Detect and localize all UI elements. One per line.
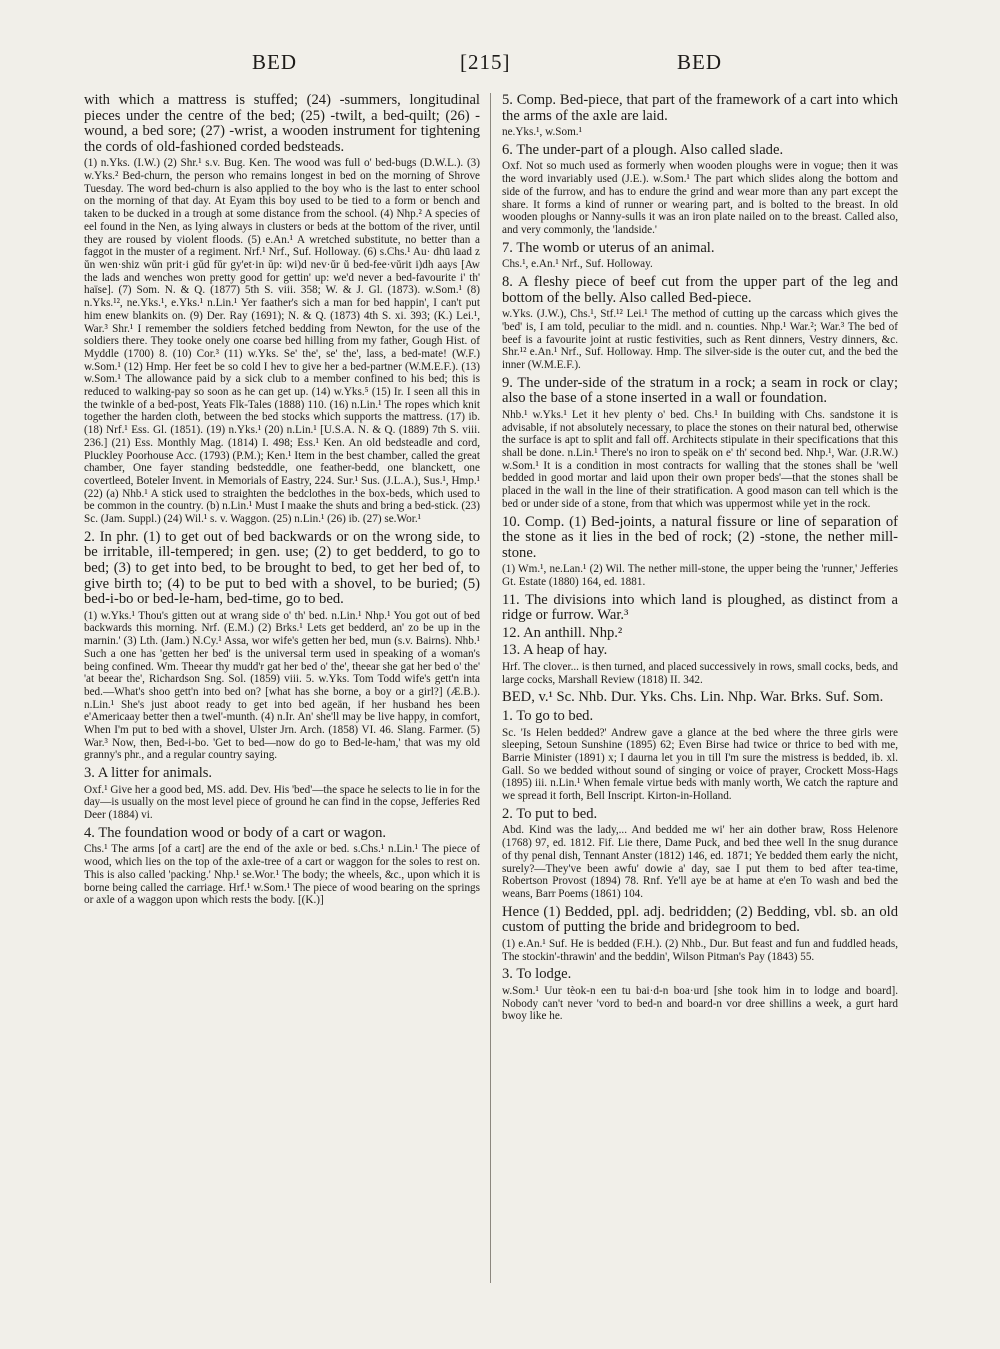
sense-definition: 4. The foundation wood or body of a cart or wagon.: [84, 824, 387, 841]
citation-paragraph: (1) w.Yks.¹ Thou's gitten out at wrang side o' th' bed. n.Lin.¹ Nhp.¹ You got out of bed backwards this morning. Nrf. (E.M.) (2) Brks.¹ Lets get bedderd, an' zo be up in the marnin.' (3) Lth. (Jam.) N.Cy.¹ Assa, wor wife's getten her bed, mun (s.v. Bairns). Nhb.¹ Such a one has 'getten her bed' is the universal term used in speaking of a woman's being confined. Wm. Theear thy mudd'r gat her bed o' the', theear she gat her bed o' the' 'at beear the', Richardson Sng. Sol. (1859) viii. 5. w.Yks. Tom Todd wife's gett'n inta bed.—What's shoo gett'n into bed on? [what has she borne, a boy or a girl?] (Æ.B.). n.Lin.¹ She's just aboot ready to get into bed ageän, if her husband hes been e'Americaay better then a twel'-munth. (4) n.Ir. An' she'll may be live happy, in comfort, When I'm put to bed with a shovel, Ulster Jrn. Arch. (1858) VI. 46. Slang. Farmer. (5) War.³ Now, then, Bed-i-bo. 'Get to bed—now do go to Bed-le-ham,' that was my old granny's phr., and a regular country saying.: [84, 609, 480, 762]
sense-definition: with which a mattress is stuffed; (24) -summers, longitudinal pieces under the centre of the bed; (25) -twilt, a bed-quilt; (26) -wound, a bed sore; (27) -wrist, a wooden instrument for tightening the cords of old-fashioned corded bedsteads.: [84, 92, 480, 155]
citation-paragraph: Oxf.¹ Give her a good bed, MS. add. Dev. His 'bed'—the space he selects to lie in for the day—is usually on the most level piece of ground he can find in the copse, Jefferies Red Deer (1884) vi.: [84, 783, 480, 822]
sense-definition: 2. In phr. (1) to get out of bed backwards or on the wrong side, to be irritable, ill-tempered; in gen. use; (2) to get bedderd, to go to bed; (3) to get into bed, to be brought to bed, to get her bed of, to give birth to; (4) to be put to bed with a shovel, to be buried; (5) bed-i-bo or bed-le-ham, bed-time, go to bed.: [84, 528, 480, 608]
sense-definition: 9. The under-side of the stratum in a rock; a seam in rock or clay; also the base of a stone inserted in a wall or foundation.: [502, 374, 898, 407]
sense-definition: 8. A fleshy piece of beef cut from the upper part of the leg and bottom of the belly. Also called Bed-piece.: [502, 274, 898, 306]
sense-definition: Hence (1) Bedded, ppl. adj. bedridden; (2) Bedding, vbl. sb. an old custom of putting the bride and bridegroom to bed.: [502, 903, 898, 936]
citation-paragraph: Chs.¹ The arms [of a cart] are the end of the axle or bed. s.Chs.¹ n.Lin.¹ The piece of wood, which lies on the top of the axle-tree of a cart or waggon for the soles to rest on. This is also called 'packing.' Nhp.¹ se.Wor.¹ The body; the wheels, &c., upon which it is borne being called the carriage. Hrf.¹ w.Som.¹ The piece of wood bearing on the springs or axle of a waggon upon which rests the body. [(K.)]: [84, 843, 480, 907]
running-header: [0, 50, 1000, 82]
citation-paragraph: (1) n.Yks. (I.W.) (2) Shr.¹ s.v. Bug. Ken. The wood was full o' bed-bugs (D.W.L.). (3) w.Yks.² Bed-churn, the person who remains longest in bed on the morning of Shrove Tuesday. The word bed-churn is also applied to the boy who is the last to enter school on the morning of that day. At Eyam this boy used to be tied to a form or bench and taken to be ducked in a trough at some distance from the school. (4) Nhp.² A species of eel found in the Nen, as lying always in clusters or beds at the bottom of the river, until they are roused by violent floods. (5) e.An.¹ A wretched substitute, no better than a faggot in the muster of a regiment. Nrf.¹ Nrf., Suf. Holloway. (6) s.Chs.¹ Au· dhū laad z ŭn wen·shiz wŭn prit·i gŭd fŭr gy'et·in ŭp: wi)d nev·ŭr ŭ bed-fee·vŭrit i)dh aays [Aw the lads and wenches won pretty good for gettin' up: we'd never a bed-favourite i' th' haïse]. (7) Som. N. & Q. (1877) 5th S. viii. 358; W. & J. Gl. (1873). w.Som.¹ (8) n.Yks.¹², ne.Yks.¹, e.Yks.¹ n.Lin.¹ Yer faather's sich a man for bed happin', I can't put him enew blankits on. (9) Der. Ray (1691); N. & Q. (1873) 4th S. xi. 393; (K.) Lei.¹, War.³ Shr.¹ I remember the soldiers fetched bedding from Newton, for the use of the soldiers there. They tooke onely one coarse bed hilling from my father, Gough Hist. of Myddle (1700) 8. (10) Cor.³ (11) w.Yks. Se' the', se' the', lass, a bed-mate! (W.F.) w.Som.¹ (12) Hmp. Her feet be so cold I hev to give her a bed-partner (W.M.E.F.). (13) w.Som.¹ The allowance paid by a sick club to a member confined to his bed; this is reduced to walking-pay so soon as he can get up. (14) w.Yks.⁵ (15) Ir. I seen all this in the twinkle of a bed-post, Yeats Flk-Tales (1888) 110. (16) n.Lin.¹ The ropes which knit together the harden cloth, between the bed stocks which supports the mattress. (17) ib. (18) Nrf.¹ Ess. Gl. (1851). (19) n.Yks.¹ (20) n.Lin.¹ [U.S.A. N. & Q. (1889) 7th S. viii. 236.] (21) Ess. Monthly Mag. (1814) I. 498; Ess.¹ Ken. An old bedsteadle and cord, Pluckley Poorhouse Acc. (1793) (P.M.); Ken.¹ Item in the best chamber, called the great chamber, One fayer standing bedsteddle, one feather-bedd, one blanckett, one covertleed, Boteler Invent. in Memorials of Eastry, 224. Sur.¹ Sus. (J.L.A.), Sus.¹, Hmp.¹ (22) (a) Nhb.¹ A stick used to straighten the bedclothes in the box-beds, which used to be common in the country. (b) n.Lin.¹ Must I maake the shuts and bring a bed-stick. (23) Sc. (Jam. Suppl.) (24) Wil.¹ s. v. Waggon. (25) n.Lin.¹ (26) ib. (27) se.Wor.¹: [84, 157, 480, 526]
sense-definition: 1. To go to bed.: [502, 708, 594, 725]
entry-headword: BED, v.¹ Sc. Nhb. Dur. Yks. Chs. Lin. Nhp. War. Brks. Suf. Som.: [502, 689, 884, 706]
page-number: [215]: [460, 50, 511, 74]
citation-paragraph: Hrf. The clover... is then turned, and placed successively in rows, small cocks, beds, and large cocks, Marshall Review (1818) II. 342.: [502, 661, 898, 686]
sense-definition: 12. An anthill. Nhp.²: [502, 624, 623, 641]
sense-definition: 3. A litter for animals.: [84, 765, 213, 782]
sense-definition: 10. Comp. (1) Bed-joints, a natural fissure or line of separation of the stone as it lies in the bed of rock; (2) -stone, the nether mill-stone.: [502, 513, 898, 561]
column-divider: [490, 93, 491, 1283]
citation-paragraph: Oxf. Not so much used as formerly when wooden ploughs were in vogue; then it was the word invariably used (J.E.). w.Som.¹ The part which slides along the bottom and side of the furrow, and has to endure the grind and wear more than any part except the share. It forms a kind of runner or wearing part, and is bolted to the breast. In old wooden ploughs or Nanny-sulls it was an iron plate nailed on to the breast. Called also, and very commonly, the 'landside.': [502, 160, 898, 236]
sense-definition: 7. The womb or uterus of an animal.: [502, 239, 715, 256]
sense-definition: 3. To lodge.: [502, 966, 572, 983]
header-left-headword: BED: [252, 50, 297, 74]
citation-paragraph: w.Yks. (J.W.), Chs.¹, Stf.¹² Lei.¹ The method of cutting up the carcass which gives the 'bed' is, I am told, peculiar to the midl. and n. counties. Nhp.¹ War.²; War.³ The bed of beef is a favourite joint at rustic festivities, such as Rent dinners, Vestry dinners, &c. Shr.¹² e.An.¹ Nrf., Suf. Holloway. Hmp. The silver-side is the outer cut, and the bed the inner (W.M.E.F.).: [502, 308, 898, 371]
sense-definition: 2. To put to bed.: [502, 805, 598, 822]
header-right-headword: BED: [677, 50, 722, 74]
citation-paragraph: (1) e.An.¹ Suf. He is bedded (F.H.). (2) Nhb., Dur. But feast and fun and fuddled heads, The stockin'-thrawin' and the beddin', Wilson Pitman's Pay (1843) 55.: [502, 937, 898, 963]
sense-definition: 5. Comp. Bed-piece, that part of the framework of a cart into which the arms of the axle are laid.: [502, 92, 898, 124]
citation-paragraph: Chs.¹, e.An.¹ Nrf., Suf. Holloway.: [502, 258, 653, 271]
citation-paragraph: Nhb.¹ w.Yks.¹ Let it hev plenty o' bed. Chs.¹ In building with Chs. sandstone it is advisable, if not absolutely necessary, to place the stones on their natural bed, otherwise the surface is apt to split and fall off. Architects stipulate in their specifications that this shall be done. n.Lin.¹ There's no iron to speäk on e' th' second bed. Nhp.¹, War. (J.R.W.) w.Som.¹ It is a condition in most contracts for walling that the stones shall be 'well bedded in good mortar and laid upon their own proper beds'—that the stones shall be placed in the wall in the line of their stratification. A good mason can tell which is the bed or under side of a stone, from that which was uppermost while yet in the rock.: [502, 408, 898, 510]
citation-paragraph: ne.Yks.¹, w.Som.¹: [502, 126, 582, 139]
citation-paragraph: Sc. 'Is Helen bedded?' Andrew gave a glance at the bed where the three girls were sleeping, Setoun Sunshine (1895) 62; Even Birse had twice or thrice to bed with me, Barrie Minister (1891) x; I daurna let you in till I'm sure the mistress is bedded, ib. xl. Gall. So we bedded without sound of singing or voice of prayer, Crockett Moss-Hags (1895) iii. n.Lin.¹ When female virtue beds with manly worth, We catch the rapture and we spread it forth, Bell Inscript. Kirton-in-Holland.: [502, 726, 898, 803]
citation-paragraph: w.Som.¹ Uur tèok-n een tu bai·d-n boa·urd [she took him in to lodge and board]. Nobody can't never 'vord to bed-n and board-n vor dree shillins a week, a gurt hard bwoy like he.: [502, 984, 898, 1023]
sense-definition: 6. The under-part of a plough. Also called slade.: [502, 141, 784, 158]
citation-paragraph: Abd. Kind was the lady,... And bedded me wi' her ain dother braw, Ross Helenore (1768) 97, ed. 1812. Fif. Lie there, Dame Puck, and bed thee well In the snug durance of thy penal dish, Tennant Anster (1812) 146, ed. 1871; Ye bedded them early the nicht, surely?—They've been awfu' dowie a' day, sae I put them to bed after tea-time, Robertson Provost (1894) 78. Rnf. Ye'll aye be at hame at e'en To wash and bed the weans, Barr Poems (1861) 104.: [502, 824, 898, 900]
left-column: [84, 93, 480, 911]
sense-definition: 13. A heap of hay.: [502, 642, 608, 659]
right-column: [502, 93, 898, 1027]
sense-definition: 11. The divisions into which land is ploughed, as distinct from a ridge or furrow. War.³: [502, 591, 898, 624]
citation-paragraph: (1) Wm.¹, ne.Lan.¹ (2) Wil. The nether mill-stone, the upper being the 'runner,' Jefferies Gt. Estate (1880) 164, ed. 1881.: [502, 563, 898, 588]
